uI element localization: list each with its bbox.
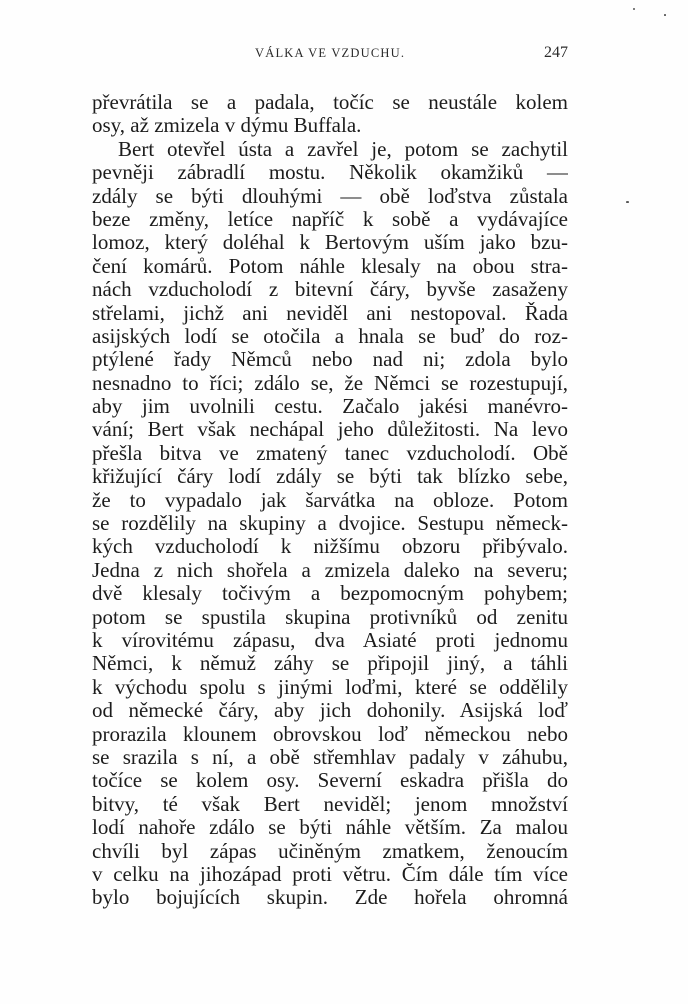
text-line: se rozdělily na skupiny a dvojice. Sestupu německ-: [92, 512, 568, 536]
text-line: pevněji zábradlí mostu. Několik okamžiků —: [92, 161, 568, 185]
text-line: že to vypadalo jak šarvátka na obloze. Potom: [92, 488, 568, 512]
text-line: křižující čáry lodí zdály se býti tak blízko sebe,: [92, 465, 568, 489]
text-line: točíce se kolem osy. Severní eskadra přišla do: [92, 769, 568, 793]
text-line: střelami, jichž ani neviděl ani nestopoval. Řada: [92, 301, 568, 325]
body-text: [92, 91, 568, 910]
running-head: [90, 46, 570, 66]
text-line: prorazila klounem obrovskou loď německou nebo: [92, 722, 568, 746]
text-line: od německé čáry, aby jich dohonily. Asijská loď: [92, 699, 568, 723]
text-line: aby jim uvolnili cestu. Začalo jakési manévro-: [92, 395, 568, 419]
text-line: čení komárů. Potom náhle klesaly na obou stra-: [92, 254, 568, 278]
text-line: chvíli byl zápas učiněným zmatkem, ženoucím: [92, 839, 568, 863]
paper-speck: [664, 14, 666, 16]
text-line: Jedna z nich shořela a zmizela daleko na severu;: [92, 558, 568, 582]
text-line: vání; Bert však nechápal jeho důležitosti. Na levo: [92, 418, 568, 442]
text-line: nesnadno to říci; zdálo se, že Němci se rozestupují,: [92, 371, 568, 395]
text-line: zdály se býti dlouhými — obě loďstva zůstala: [92, 184, 568, 208]
paper-speck: [626, 201, 629, 203]
text-line: potom se spustila skupina protivníků od zenitu: [92, 605, 568, 629]
text-line: kých vzducholodí k nižšímu obzoru přibývalo.: [92, 535, 568, 559]
text-line: k východu spolu s jinými loďmi, které se oddělily: [92, 675, 568, 699]
text-line: přešla bitva ve zmatený tanec vzducholodí. Obě: [92, 441, 568, 465]
text-line: bitvy, té však Bert neviděl; jenom množství: [92, 792, 568, 816]
page-number: 247: [544, 44, 568, 61]
text-line: ptýlené řady Němců nebo nad ni; zdola bylo: [92, 348, 568, 372]
text-line: bylo bojujících skupin. Zde hořela ohromná: [92, 886, 568, 910]
text-line: převrátila se a padala, točíc se neustále kolem: [92, 91, 568, 114]
text-line: lomoz, který doléhal k Bertovým uším jako bzu-: [92, 231, 568, 255]
text-line: beze změny, letíce napříč k sobě a vydávajíce: [92, 207, 568, 231]
running-title: VÁLKA VE VZDUCHU.: [255, 46, 406, 60]
paper-speck: [633, 8, 635, 10]
text-line: nách vzducholodí z bitevní čáry, byvše zasaženy: [92, 278, 568, 302]
text-line: Bert otevřel ústa a zavřel je, potom se zachytil: [118, 137, 568, 161]
text-line: se srazila s ní, a obě střemhlav padaly v záhubu,: [92, 745, 568, 769]
text-line: osy, až zmizela v dýmu Buffala.: [92, 114, 362, 138]
text-line: asijských lodí se otočila a hnala se buď do roz-: [92, 324, 568, 348]
text-line: v celku na jihozápad proti větru. Čím dále tím více: [92, 862, 568, 886]
text-line: k vírovitému zápasu, dva Asiaté proti jednomu: [92, 628, 568, 652]
text-line: Němci, k němuž záhy se připojil jiný, a táhli: [92, 652, 568, 676]
text-line: lodí nahoře zdálo se býti náhle větším. Za malou: [92, 816, 568, 840]
text-line: dvě klesaly točivým a bezpomocným pohybem;: [92, 582, 568, 606]
